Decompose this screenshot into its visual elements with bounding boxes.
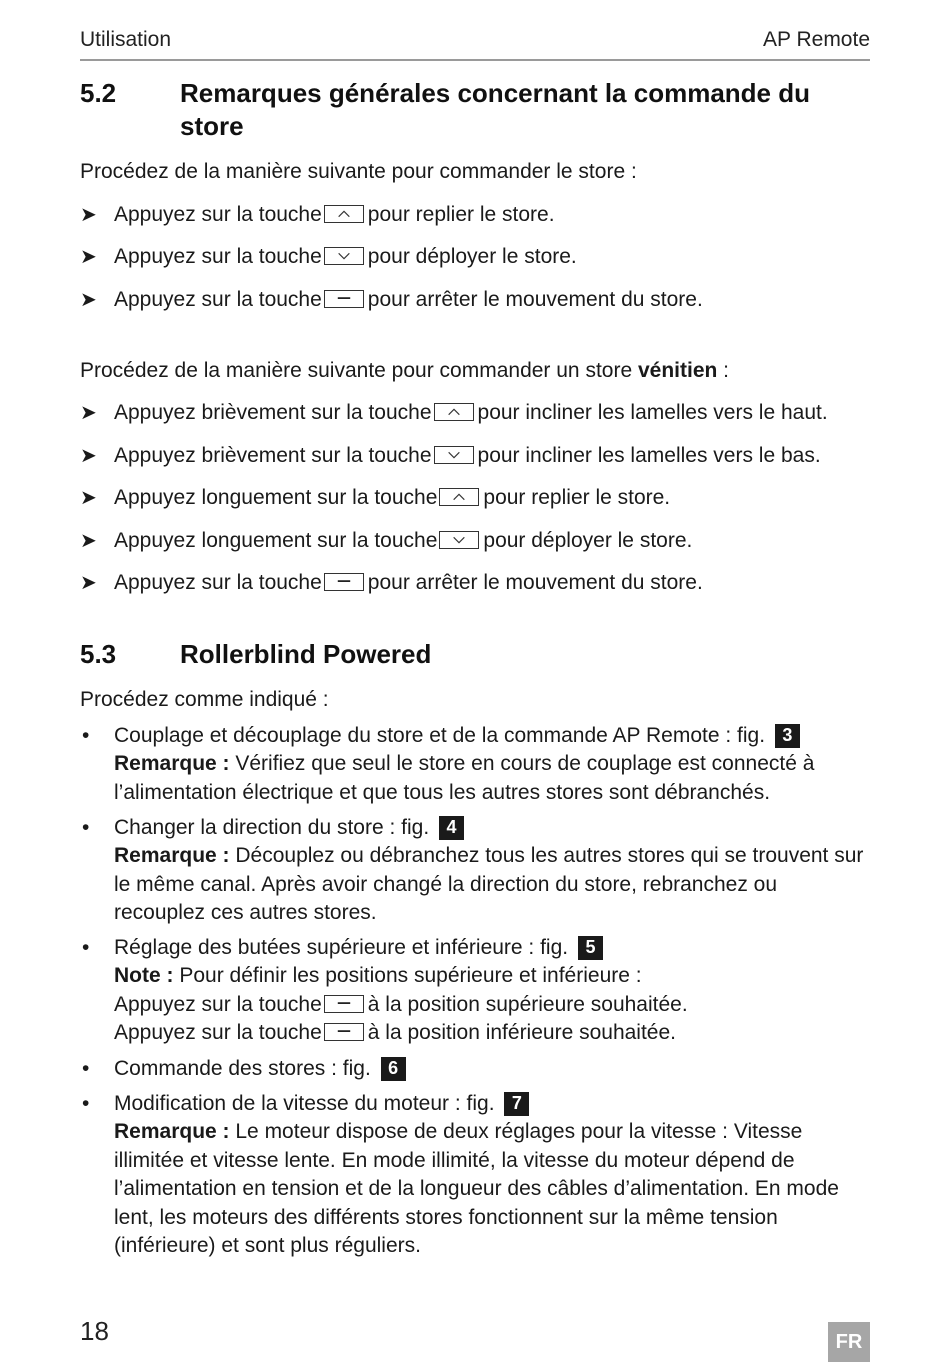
step-text: pour arrêter le mouvement du store. xyxy=(367,571,703,594)
note-label: Remarque : xyxy=(114,844,230,868)
stop-key-icon xyxy=(324,995,364,1013)
venetian-intro-end: : xyxy=(717,359,730,382)
list-item xyxy=(80,1090,870,1260)
arrow-bullet-icon: ➤ xyxy=(80,487,97,509)
section-53-title: Rollerblind Powered xyxy=(180,639,432,669)
list-item xyxy=(80,934,870,1048)
note-label: Note : xyxy=(114,964,174,988)
step-item xyxy=(80,569,870,597)
item-text: Modification de la vitesse du moteur : fig. xyxy=(114,1092,495,1115)
bullet-dot-icon: • xyxy=(82,724,90,747)
bullet-dot-icon: • xyxy=(82,816,90,839)
bullet-dot-icon: • xyxy=(82,936,90,959)
note-text: Vérifiez que seul le store en cours de couplage est connecté à l’alimentation électrique et que tous les autres stores sont débranchés. xyxy=(114,752,815,804)
note-text: Pour définir les positions supérieure et inférieure : xyxy=(179,964,642,988)
language-badge: FR xyxy=(828,1322,870,1362)
step-item xyxy=(80,484,870,512)
bullet-dot-icon: • xyxy=(82,1092,90,1115)
step-item xyxy=(80,201,870,229)
list-item xyxy=(80,814,870,928)
section-52-heading xyxy=(80,77,870,143)
step-item xyxy=(80,286,870,314)
instruction-text: Appuyez sur la touche xyxy=(114,1021,322,1045)
step-text: pour replier le store. xyxy=(367,203,555,226)
up-key-icon xyxy=(434,403,474,421)
step-text: Appuyez sur la touche xyxy=(114,571,322,594)
instruction-text: à la position supérieure souhaitée. xyxy=(367,992,688,1016)
venetian-intro-text: Procédez de la manière suivante pour commander un store xyxy=(80,359,633,382)
section-53-number: 5.3 xyxy=(80,639,117,669)
arrow-bullet-icon: ➤ xyxy=(80,445,97,467)
venetian-intro xyxy=(80,357,870,385)
stop-key-icon xyxy=(324,1023,364,1041)
arrow-bullet-icon: ➤ xyxy=(80,289,97,311)
figure-reference-badge: 3 xyxy=(775,724,800,748)
step-text: Appuyez longuement sur la touche xyxy=(114,486,438,509)
note-label: Remarque : xyxy=(114,752,230,776)
page-number: 18 xyxy=(80,1316,109,1346)
step-text: Appuyez sur la touche xyxy=(114,203,322,226)
note-label: Remarque : xyxy=(114,1120,230,1144)
arrow-bullet-icon: ➤ xyxy=(80,530,97,552)
section-53-heading xyxy=(80,638,870,671)
arrow-bullet-icon: ➤ xyxy=(80,402,97,424)
step-text: pour arrêter le mouvement du store. xyxy=(367,288,703,311)
step-text: Appuyez brièvement sur la touche xyxy=(114,401,432,424)
item-text: Couplage et découplage du store et de la commande AP Remote : fig. xyxy=(114,724,766,747)
note-text: Le moteur dispose de deux réglages pour la vitesse : Vitesse illimitée et vitesse lente. En mode illimité, la vitesse du moteur dépend de l’alimentation en tension et de la longueur des câbles d’alimentation. En mode lent, les moteurs des différents stores fonctionnent sur la même tension (inférieure) et sont plus réguliers. xyxy=(114,1120,839,1258)
step-item xyxy=(80,527,870,555)
running-header-left: Utilisation xyxy=(80,28,172,51)
instruction-text: Appuyez sur la touche xyxy=(114,992,322,1016)
list-item xyxy=(80,722,870,807)
up-key-icon xyxy=(324,205,364,223)
item-text: Commande des stores : fig. xyxy=(114,1057,371,1080)
item-text: Réglage des butées supérieure et inférieure : fig. xyxy=(114,936,569,959)
header-divider xyxy=(80,59,870,61)
step-text: Appuyez longuement sur la touche xyxy=(114,529,438,552)
up-key-icon xyxy=(439,488,479,506)
down-key-icon xyxy=(439,531,479,549)
section-52-title: Remarques générales concernant la commande du store xyxy=(180,78,810,141)
figure-reference-badge: 7 xyxy=(504,1092,529,1116)
figure-reference-badge: 4 xyxy=(439,816,464,840)
step-text: pour incliner les lamelles vers le haut. xyxy=(477,401,828,424)
down-key-icon xyxy=(434,446,474,464)
step-item xyxy=(80,243,870,271)
down-key-icon xyxy=(324,247,364,265)
step-text: Appuyez sur la touche xyxy=(114,245,322,268)
running-header-right: AP Remote xyxy=(763,28,870,51)
section-52-number: 5.2 xyxy=(80,78,117,108)
stop-key-icon xyxy=(324,290,364,308)
arrow-bullet-icon: ➤ xyxy=(80,246,97,268)
venetian-intro-bold: vénitien xyxy=(637,359,718,382)
step-text: pour incliner les lamelles vers le bas. xyxy=(477,444,821,467)
step-text: Appuyez brièvement sur la touche xyxy=(114,444,432,467)
step-item xyxy=(80,442,870,470)
step-text: pour déployer le store. xyxy=(483,529,693,552)
bullet-dot-icon: • xyxy=(82,1057,90,1080)
step-text: Appuyez sur la touche xyxy=(114,288,322,311)
section-53-intro: Procédez comme indiqué : xyxy=(80,688,329,711)
stop-key-icon xyxy=(324,573,364,591)
step-text: pour déployer le store. xyxy=(367,245,577,268)
section-52-intro: Procédez de la manière suivante pour commander le store : xyxy=(80,160,637,183)
note-text: Découplez ou débranchez tous les autres stores qui se trouvent sur le même canal. Après avoir changé la direction du store, rebranchez ou recouplez ces autres stores. xyxy=(114,844,864,925)
arrow-bullet-icon: ➤ xyxy=(80,572,97,594)
arrow-bullet-icon: ➤ xyxy=(80,204,97,226)
step-item xyxy=(80,399,870,427)
instruction-text: à la position inférieure souhaitée. xyxy=(367,1021,676,1045)
figure-reference-badge: 6 xyxy=(381,1057,406,1081)
list-item xyxy=(80,1055,870,1083)
figure-reference-badge: 5 xyxy=(578,936,603,960)
step-text: pour replier le store. xyxy=(483,486,671,509)
item-text: Changer la direction du store : fig. xyxy=(114,816,430,839)
